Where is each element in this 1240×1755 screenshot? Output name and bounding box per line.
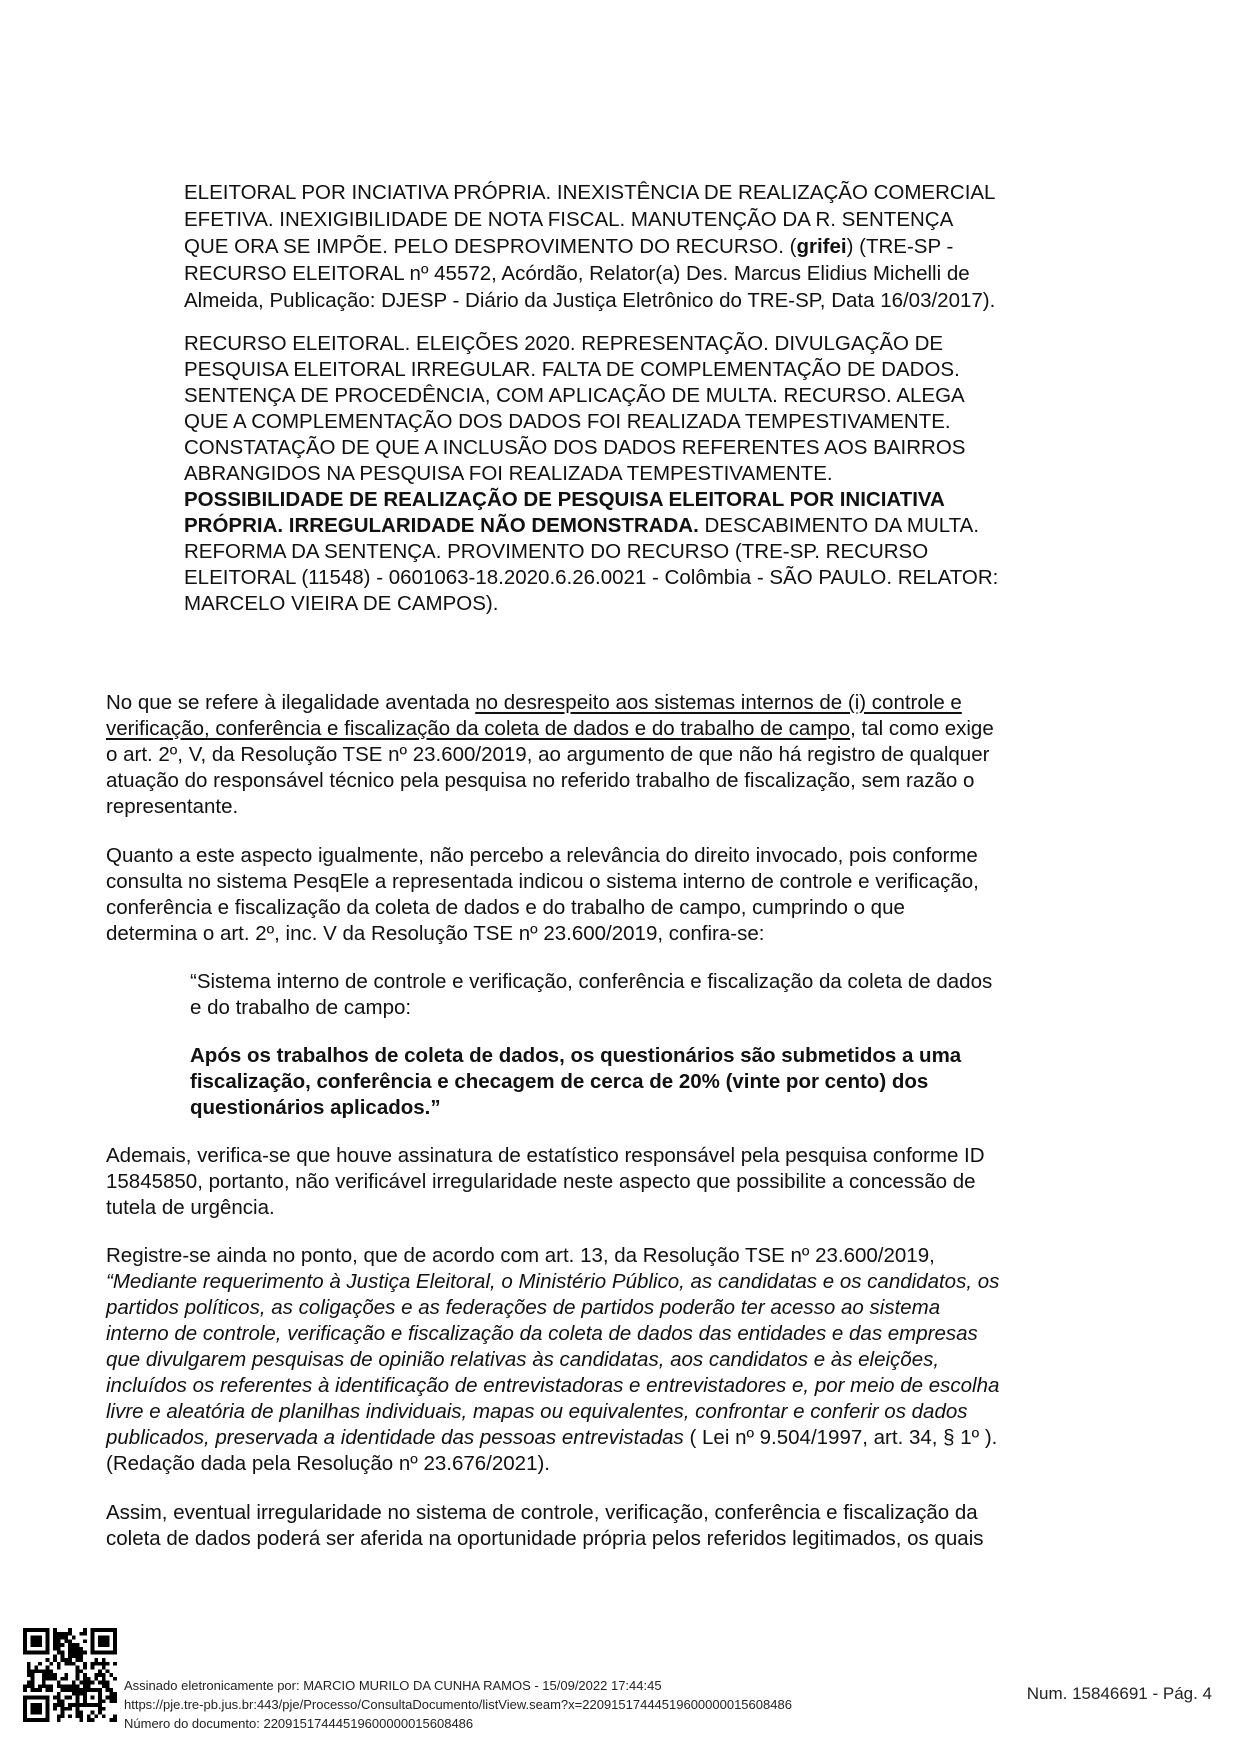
text-line-italic: interno de controle, verificação e fiscalização da coleta de dados das entidades e das empresas [106,1322,978,1345]
text-line-italic: partidos políticos, as coligações e as federações de partidos poderão ter acesso ao sistema [106,1296,941,1319]
document-number: Número do documento: 22091517444519600000015608486 [124,1716,474,1731]
signature-line: Assinado eletronicamente por: MARCIO MURILO DA CUNHA RAMOS - 15/09/2022 17:44:45 [124,1678,662,1693]
text-line: Almeida, Publicação: DJESP - Diário da Justiça Eletrônico do TRE-SP, Data 16/03/2017). [184,289,996,312]
document-url[interactable]: https://pje.tre-pb.jus.br:443/pje/Processo/ConsultaDocumento/listView.seam?x=22091517444519600000015608486 [124,1697,792,1712]
text-span: QUE ORA SE IMPÕE. PELO DESPROVIMENTO DO RECURSO. ( [184,235,797,258]
text-line: ELEITORAL POR INCIATIVA PRÓPRIA. INEXISTÊNCIA DE REALIZAÇÃO COMERCIAL [184,181,996,204]
text-line: determina o art. 2º, inc. V da Resolução TSE nº 23.600/2019, confira-se: [106,922,765,945]
text-span: , tal como exige [850,717,994,740]
bold-span: PRÓPRIA. IRREGULARIDADE NÃO DEMONSTRADA. [184,514,699,537]
page-number: Num. 15846691 - Pág. 4 [1026,1684,1212,1703]
text-line: “Sistema interno de controle e verificação, conferência e fiscalização da coleta de dados [190,970,993,993]
text-line: Registre-se ainda no ponto, que de acordo com art. 13, da Resolução TSE nº 23.600/2019, [106,1244,935,1267]
text-line: REFORMA DA SENTENÇA. PROVIMENTO DO RECURSO (TRE-SP. RECURSO [184,540,929,563]
text-line [106,1424,997,1451]
text-line: QUE A COMPLEMENTAÇÃO DOS DADOS FOI REALIZADA TEMPESTIVAMENTE. [184,410,951,433]
text-span: ) (TRE-SP - [846,235,954,258]
text-line: representante. [106,795,239,818]
text-line-bold: Após os trabalhos de coleta de dados, os questionários são submetidos a uma [190,1044,962,1067]
underlined-span: verificação, conferência e fiscalização da coleta de dados e do trabalho de campo [106,717,851,740]
emphasis-grifei: grifei [796,235,847,258]
text-line: MARCELO VIEIRA DE CAMPOS). [184,592,499,615]
text-line: CONSTATAÇÃO DE QUE A INCLUSÃO DOS DADOS REFERENTES AOS BAIRROS [184,436,966,459]
underlined-span: no desrespeito aos sistemas internos de (i) controle e [475,691,962,714]
text-line-italic: livre e aleatória de planilhas individuais, mapas ou equivalentes, confrontar e conferir os dados [106,1400,968,1423]
text-line-italic: que divulgarem pesquisas de opinião relativas às candidatas, aos candidatos e às eleições, [106,1348,940,1371]
text-line [184,512,979,539]
text-line-bold: fiscalização, conferência e checagem de cerca de 20% (vinte por cento) dos [190,1070,929,1093]
qr-code-icon[interactable] [23,1628,117,1722]
text-line: Assim, eventual irregularidade no sistema de controle, verificação, conferência e fiscalização da [106,1501,978,1524]
text-line: o art. 2º, V, da Resolução TSE nº 23.600/2019, ao argumento de que não há registro de qualquer [106,743,990,766]
text-line: Ademais, verifica-se que houve assinatura de estatístico responsável pela pesquisa conforme ID [106,1144,985,1167]
text-line: conferência e fiscalização da coleta de dados e do trabalho de campo, cumprindo o que [106,896,905,919]
text-line [184,233,953,260]
text-line: e do trabalho de campo: [190,996,412,1019]
text-line: (Redação dada pela Resolução nº 23.676/2021). [106,1452,551,1475]
text-line: RECURSO ELEITORAL nº 45572, Acórdão, Relator(a) Des. Marcus Elidius Michelli de [184,262,970,285]
text-line: EFETIVA. INEXIGIBILIDADE DE NOTA FISCAL. MANUTENÇÃO DA R. SENTENÇA [184,208,954,231]
text-line: Quanto a este aspecto igualmente, não percebo a relevância do direito invocado, pois conforme [106,844,978,867]
text-line: tutela de urgência. [106,1196,275,1219]
text-line: SENTENÇA DE PROCEDÊNCIA, COM APLICAÇÃO DE MULTA. RECURSO. ALEGA [184,384,965,407]
text-span: DESCABIMENTO DA MULTA. [698,514,980,537]
text-span: ( Lei nº 9.504/1997, art. 34, § 1º ). [683,1426,998,1449]
text-line: 15845850, portanto, não verificável irregularidade neste aspecto que possibilite a concessão de [106,1170,976,1193]
text-line [106,715,994,742]
text-line-italic: incluídos os referentes à identificação de entrevistadoras e entrevistadores e, por meio de escolha [106,1374,1000,1397]
text-line [106,689,962,716]
text-line: atuação do responsável técnico pela pesquisa no referido trabalho de fiscalização, sem razão o [106,769,975,792]
text-line-italic: “Mediante requerimento à Justiça Eleitoral, o Ministério Público, as candidatas e os candidatos, os [106,1270,1000,1293]
text-line: PESQUISA ELEITORAL IRREGULAR. FALTA DE COMPLEMENTAÇÃO DE DADOS. [184,358,960,381]
text-span: No que se refere à ilegalidade aventada [106,691,476,714]
text-line: ELEITORAL (11548) - 0601063-18.2020.6.26.0021 - Colômbia - SÃO PAULO. RELATOR: [184,566,999,589]
text-line: coleta de dados poderá ser aferida na oportunidade própria pelos referidos legitimados, os quais [106,1527,984,1550]
text-line: ABRANGIDOS NA PESQUISA FOI REALIZADA TEMPESTIVAMENTE. [184,462,833,485]
text-line-bold: questionários aplicados.” [190,1096,441,1119]
text-line: consulta no sistema PesqEle a representada indicou o sistema interno de controle e verificação, [106,870,979,893]
text-line: RECURSO ELEITORAL. ELEIÇÕES 2020. REPRESENTAÇÃO. DIVULGAÇÃO DE [184,332,944,355]
italic-span: publicados, preservada a identidade das pessoas entrevistadas [106,1426,684,1449]
text-line-bold: POSSIBILIDADE DE REALIZAÇÃO DE PESQUISA ELEITORAL POR INICIATIVA [184,488,945,511]
